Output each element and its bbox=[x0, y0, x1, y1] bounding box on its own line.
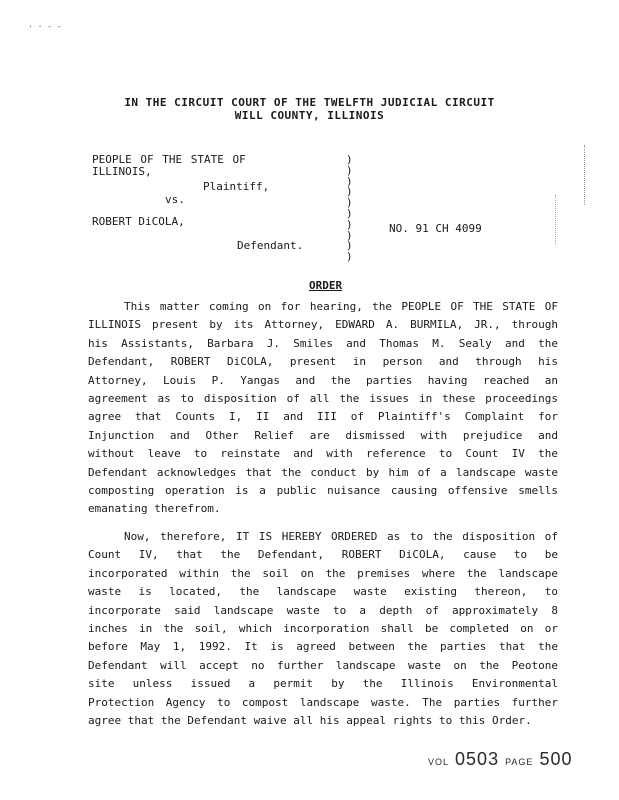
paragraph-line: Protection Agency to compost landscape waste. The parties further bbox=[88, 695, 558, 709]
record-vol-number: 0503 bbox=[455, 749, 500, 769]
paragraph-line: incorporate said landscape waste to a depth of approximately 8 bbox=[88, 603, 558, 617]
paragraph-line: before May 1, 1992. It is agreed between the parties that the bbox=[88, 640, 558, 654]
paragraph-line: agreement as to disposition of all the issues in these proceedings bbox=[88, 392, 558, 406]
paragraph-line: Defendant acknowledges that the conduct by him of a landscape waste bbox=[88, 465, 558, 479]
paragraph-line: emanating therefrom. bbox=[88, 502, 221, 516]
court-title-line1: IN THE CIRCUIT COURT OF THE TWELFTH JUDICIAL CIRCUIT bbox=[124, 96, 495, 109]
caption-plaintiff-line1: PEOPLE OF THE STATE OF bbox=[92, 153, 246, 166]
paragraph-line: Defendant will accept no further landscape waste on the Peotone bbox=[88, 658, 558, 672]
caption-vs: vs. bbox=[165, 193, 185, 206]
caption-defendant-role: Defendant. bbox=[237, 239, 304, 252]
order-paragraph-2 bbox=[88, 528, 558, 730]
caption-defendant-name: ROBERT DiCOLA, bbox=[92, 215, 185, 228]
paragraph-line: inches in the soil, which incorporation shall be completed on or bbox=[88, 622, 558, 636]
paragraph-line: incorporated within the soil on the premises where the landscape bbox=[88, 566, 558, 580]
caption-plaintiff-role: Plaintiff, bbox=[203, 180, 270, 193]
paragraph-line: without leave to reinstate and with reference to Count IV the bbox=[88, 447, 558, 461]
paragraph-line: waste is located, the landscape waste existing thereon, to bbox=[88, 585, 558, 599]
paragraph-line: agree that the Defendant waive all his appeal rights to this Order. bbox=[88, 714, 532, 728]
paragraph-line: site unless issued a permit by the Illinois Environmental bbox=[88, 677, 558, 691]
caption-bracket: ) ) ) ) ) ) ) ) ) ) bbox=[346, 153, 353, 264]
paragraph-line: Count IV, that the Defendant, ROBERT DiCOLA, cause to be bbox=[88, 548, 558, 562]
caption-plaintiff-line2: ILLINOIS, bbox=[92, 165, 152, 178]
record-page-label: PAGE bbox=[505, 757, 534, 767]
margin-stamp-mark bbox=[553, 195, 556, 245]
paragraph-line: composting operation is a public nuisance causing offensive smells bbox=[88, 484, 558, 498]
paragraph-line: Attorney, Louis P. Yangas and the parties having reached an bbox=[88, 373, 558, 387]
record-vol-label: VOL bbox=[428, 757, 450, 767]
paragraph-line: Injunction and Other Relief are dismissed with prejudice and bbox=[88, 428, 558, 442]
margin-stamp-mark bbox=[582, 145, 585, 205]
paragraph-line: This matter coming on for hearing, the PEOPLE OF THE STATE OF bbox=[124, 300, 558, 313]
header-marks: · · - - bbox=[28, 22, 62, 31]
record-stamp bbox=[428, 749, 573, 770]
paragraph-line: his Assistants, Barbara J. Smiles and Thomas M. Sealy and the bbox=[88, 336, 558, 350]
paragraph-line: Defendant, ROBERT DiCOLA, present in person and through his bbox=[88, 355, 558, 369]
court-title-line2: WILL COUNTY, ILLINOIS bbox=[234, 109, 385, 122]
order-title: ORDER bbox=[309, 279, 343, 292]
paragraph-line: Now, therefore, IT IS HEREBY ORDERED as to the disposition of bbox=[124, 530, 558, 543]
record-page-number: 500 bbox=[539, 749, 573, 769]
paragraph-line: agree that Counts I, II and III of Plaintiff's Complaint for bbox=[88, 410, 558, 424]
paragraph-line: ILLINOIS present by its Attorney, EDWARD A. BURMILA, JR., through bbox=[88, 318, 558, 332]
order-paragraph-1 bbox=[88, 298, 558, 519]
case-number: NO. 91 CH 4099 bbox=[389, 222, 482, 235]
